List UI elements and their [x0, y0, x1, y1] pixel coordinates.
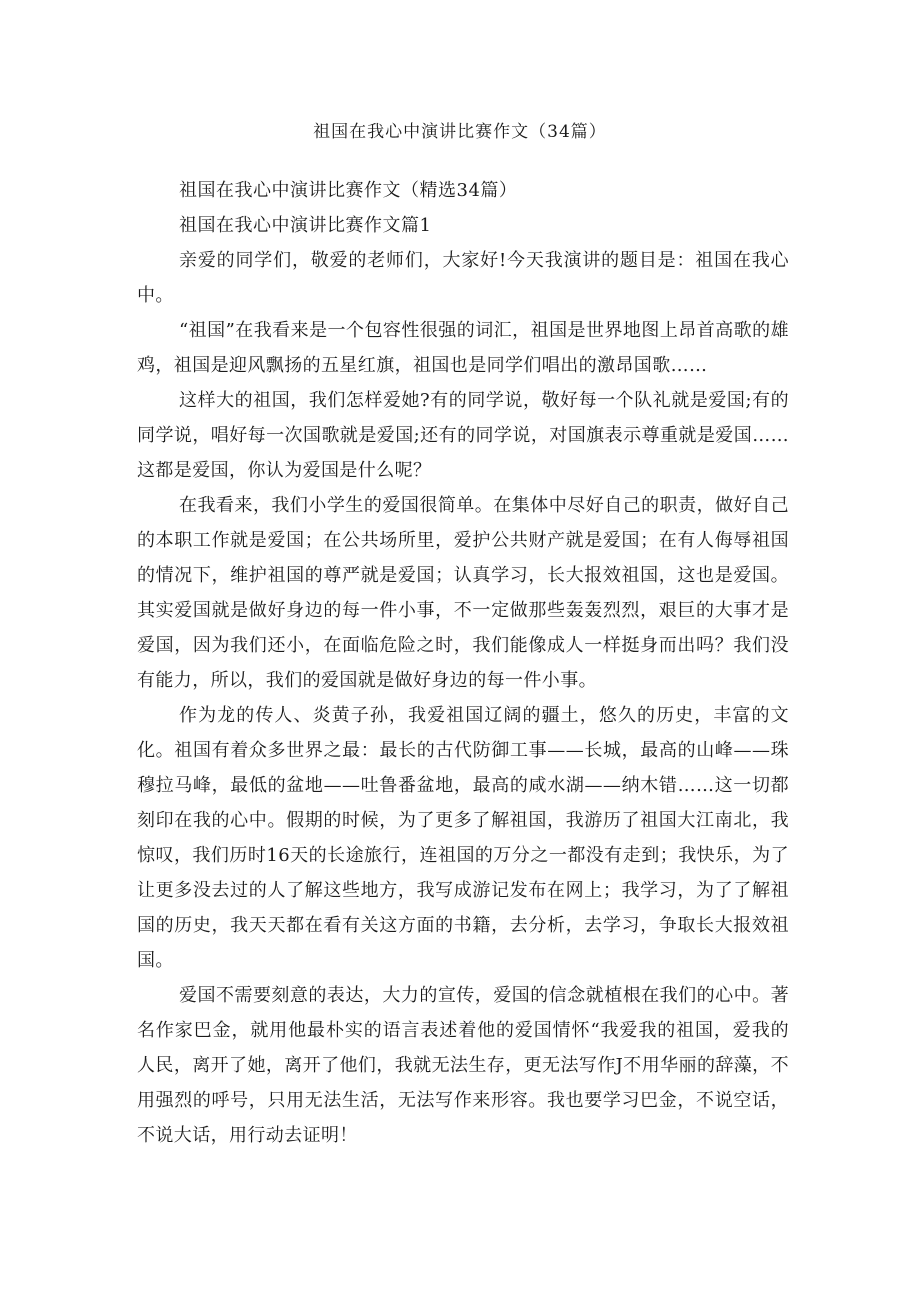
paragraph: 爱国不需要刻意的表达，大力的宣传，爱国的信念就植根在我们的心中。著名作家巴金，就用他最朴实的语言表述着他的爱国情怀“我爱我的祖国，爱我的人民，离开了她，离开了他们，我就无法生存，更无法写作J不用华丽的辞藻，不用强烈的呼号，只用无法生活，无法写作来形容。我也要学习巴金，不说空话，不说大话，用行动去证明！ [137, 985, 789, 1146]
paragraph: 在我看来，我们小学生的爱国很简单。在集体中尽好自己的职责，做好自己的本职工作就是爱国；在公共场所里，爱护公共财产就是爱国；在有人侮辱祖国的情况下，维护祖国的尊严就是爱国；认真学习，长大报效祖国，这也是爱国。其实爱国就是做好身边的每一件小事，不一定做那些轰轰烈烈，艰巨的大事才是爱国，因为我们还小，在面临危险之时，我们能像成人一样挺身而出吗？我们没有能力，所以，我们的爱国就是做好身边的每一件小事。 [137, 495, 789, 691]
paragraph: “祖国”在我看来是一个包容性很强的词汇，祖国是世界地图上昂首高歌的雄鸡，祖国是迎风飘扬的五星红旗，祖国也是同学们唱出的激昂国歌…… [137, 320, 789, 376]
paragraph: 亲爱的同学们，敬爱的老师们，大家好!今天我演讲的题目是：祖国在我心中。 [137, 250, 789, 306]
document-title: 祖国在我心中演讲比赛作文（34篇） [313, 122, 607, 142]
paragraph: 这样大的祖国，我们怎样爱她?有的同学说，敬好每一个队礼就是爱国;有的同学说，唱好每一次国歌就是爱国;还有的同学说，对国旗表示尊重就是爱国……这都是爱国，你认为爱国是什么呢？ [137, 390, 789, 481]
document-body [137, 173, 789, 1153]
paragraph: 作为龙的传人、炎黄子孙，我爱祖国辽阔的疆土，悠久的历史，丰富的文化。祖国有着众多世界之最：最长的古代防御工事——长城，最高的山峰——珠穆拉马峰，最低的盆地——吐鲁番盆地，最高的咸水湖——纳木错……这一切都刻印在我的心中。假期的时候，为了更多了解祖国，我游历了祖国大江南北，我惊叹，我们历时16天的长途旅行，连祖国的万分之一都没有走到；我快乐，为了让更多没去过的人了解这些地方，我写成游记发布在网上；我学习，为了了解祖国的历史，我天天都在看有关这方面的书籍，去分析，去学习，争取长大报效祖国。 [137, 705, 789, 971]
section-heading: 祖国在我心中演讲比赛作文篇1 [179, 215, 432, 236]
document-subtitle: 祖国在我心中演讲比赛作文（精选34篇） [179, 180, 518, 201]
